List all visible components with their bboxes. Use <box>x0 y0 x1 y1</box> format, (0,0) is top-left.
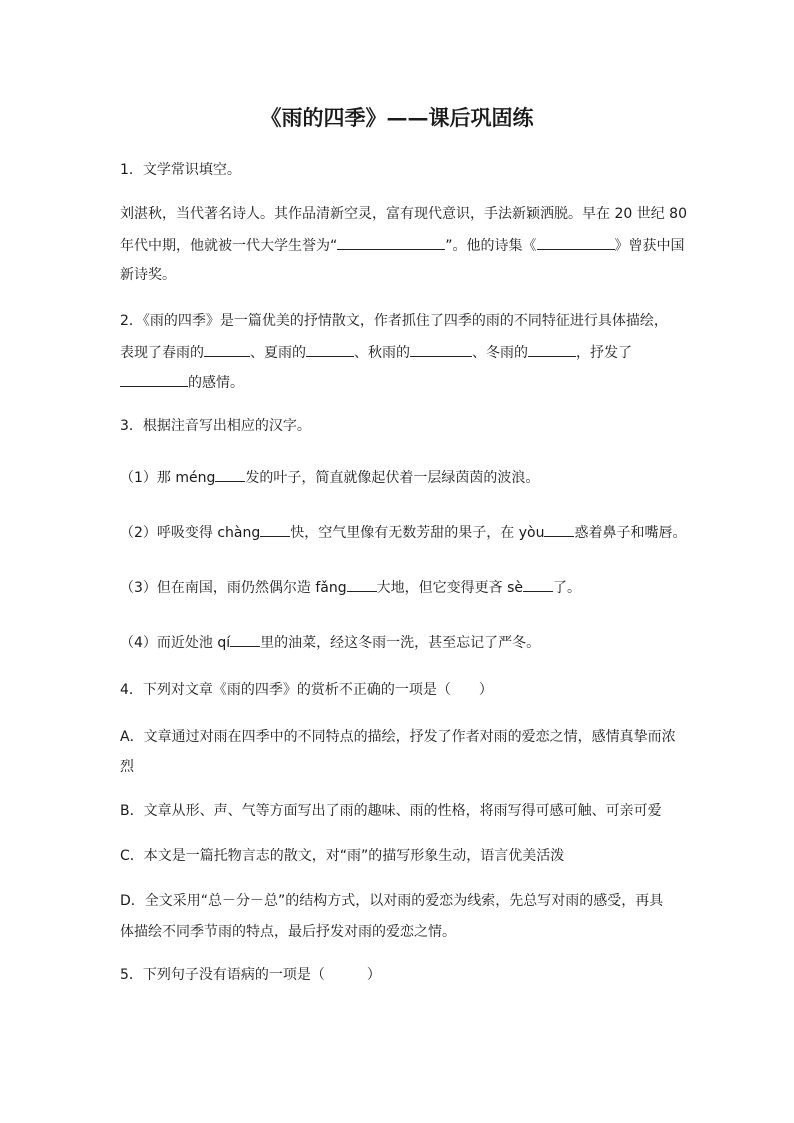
q1-blank-1[interactable] <box>337 235 445 250</box>
q3-sentence-4 <box>120 632 540 653</box>
q4-option-b: B．文章从形、声、气等方面写出了雨的趣味、雨的性格，将雨写得可感可触、可亲可爱 <box>120 803 662 819</box>
q2-text-b: 、夏雨的 <box>250 345 306 361</box>
q4-option-d-line2: 体描绘不同季节雨的特点，最后抒发对雨的爱恋之情。 <box>120 924 456 940</box>
q3-s4-text-a: （4）而近处池 qí <box>120 635 231 651</box>
q3-heading: 3．根据注音写出相应的汉字。 <box>120 418 311 434</box>
q3-s1-text-a: （1）那 méng <box>120 470 216 486</box>
q2-blank-2[interactable] <box>306 342 354 357</box>
q1-line3: 新诗奖。 <box>120 267 176 283</box>
q4-heading: 4．下列对文章《雨的四季》的赏析不正确的一项是（ ） <box>120 682 493 698</box>
q3-s3-blank-2[interactable] <box>523 577 553 592</box>
q2-text-c: 、秋雨的 <box>354 345 410 361</box>
q2-blank-4[interactable] <box>528 342 576 357</box>
q1-line2 <box>120 235 685 256</box>
page-title: 《雨的四季》——课后巩固练 <box>260 105 534 130</box>
q2-text-e: ，抒发了 <box>576 345 632 361</box>
q2-text-f: 的感情。 <box>188 375 244 391</box>
q4-option-d-line1: D．全文采用“总－分－总”的结构方式，以对雨的爱恋为线索，先总写对雨的感受，再具 <box>120 893 664 909</box>
q2-blank-3[interactable] <box>410 342 472 357</box>
q2-text-d: 、冬雨的 <box>472 345 528 361</box>
q4-option-a-line1: A．文章通过对雨在四季中的不同特点的描绘，抒发了作者对雨的爱恋之情，感情真挚而浓 <box>120 729 676 745</box>
q2-line3 <box>120 372 244 393</box>
q2-line2 <box>120 342 632 363</box>
q3-s2-text-a: （2）呼吸变得 chàng <box>120 525 261 541</box>
q3-sentence-1 <box>120 467 539 488</box>
q2-blank-1[interactable] <box>204 342 250 357</box>
q1-line2-text-a: 年代中期，他就被一代大学生誉为“ <box>120 238 338 254</box>
q1-line2-text-b: ”。他的诗集《 <box>445 238 537 254</box>
q3-s1-blank[interactable] <box>215 467 245 482</box>
q3-s4-blank[interactable] <box>230 632 260 647</box>
q2-line1: 2．《雨的四季》是一篇优美的抒情散文，作者抓住了四季的雨的不同特征进行具体描绘， <box>120 313 668 329</box>
q3-s2-text-c: 惑着鼻子和嘴唇。 <box>574 525 687 541</box>
q1-line2-text-c: 》曾获中国 <box>614 238 685 254</box>
q2-blank-5[interactable] <box>120 372 188 387</box>
q3-s3-blank-1[interactable] <box>347 577 377 592</box>
q3-s2-blank-1[interactable] <box>260 522 290 537</box>
q5-heading: 5．下列句子没有语病的一项是（ ） <box>120 967 381 983</box>
q4-option-c: C．本文是一篇托物言志的散文，对“雨”的描写形象生动，语言优美活泼 <box>120 848 565 864</box>
q1-heading: 1．文学常识填空。 <box>120 162 241 178</box>
q3-s2-text-b: 快，空气里像有无数芳甜的果子，在 yòu <box>290 525 545 541</box>
q4-option-a-line2: 烈 <box>120 759 134 775</box>
q3-s4-text-b: 里的油菜，经这冬雨一洗，甚至忘记了严冬。 <box>260 635 541 651</box>
q3-sentence-2 <box>120 522 686 543</box>
q3-s3-text-a: （3）但在南国，雨仍然偶尔造 fǎng <box>120 580 347 596</box>
q3-s2-blank-2[interactable] <box>544 522 574 537</box>
q1-line1: 刘湛秋，当代著名诗人。其作品清新空灵，富有现代意识，手法新颖洒脱。早在 20 世纪 80 <box>120 206 687 222</box>
q3-sentence-3 <box>120 577 581 598</box>
q1-blank-2[interactable] <box>537 235 615 250</box>
q3-s3-text-c: 了。 <box>552 580 581 596</box>
q3-s1-text-b: 发的叶子，简直就像起伏着一层绿茵茵的波浪。 <box>245 470 540 486</box>
q2-text-a: 表现了春雨的 <box>120 345 204 361</box>
q3-s3-text-b: 大地，但它变得更吝 sè <box>376 580 523 596</box>
